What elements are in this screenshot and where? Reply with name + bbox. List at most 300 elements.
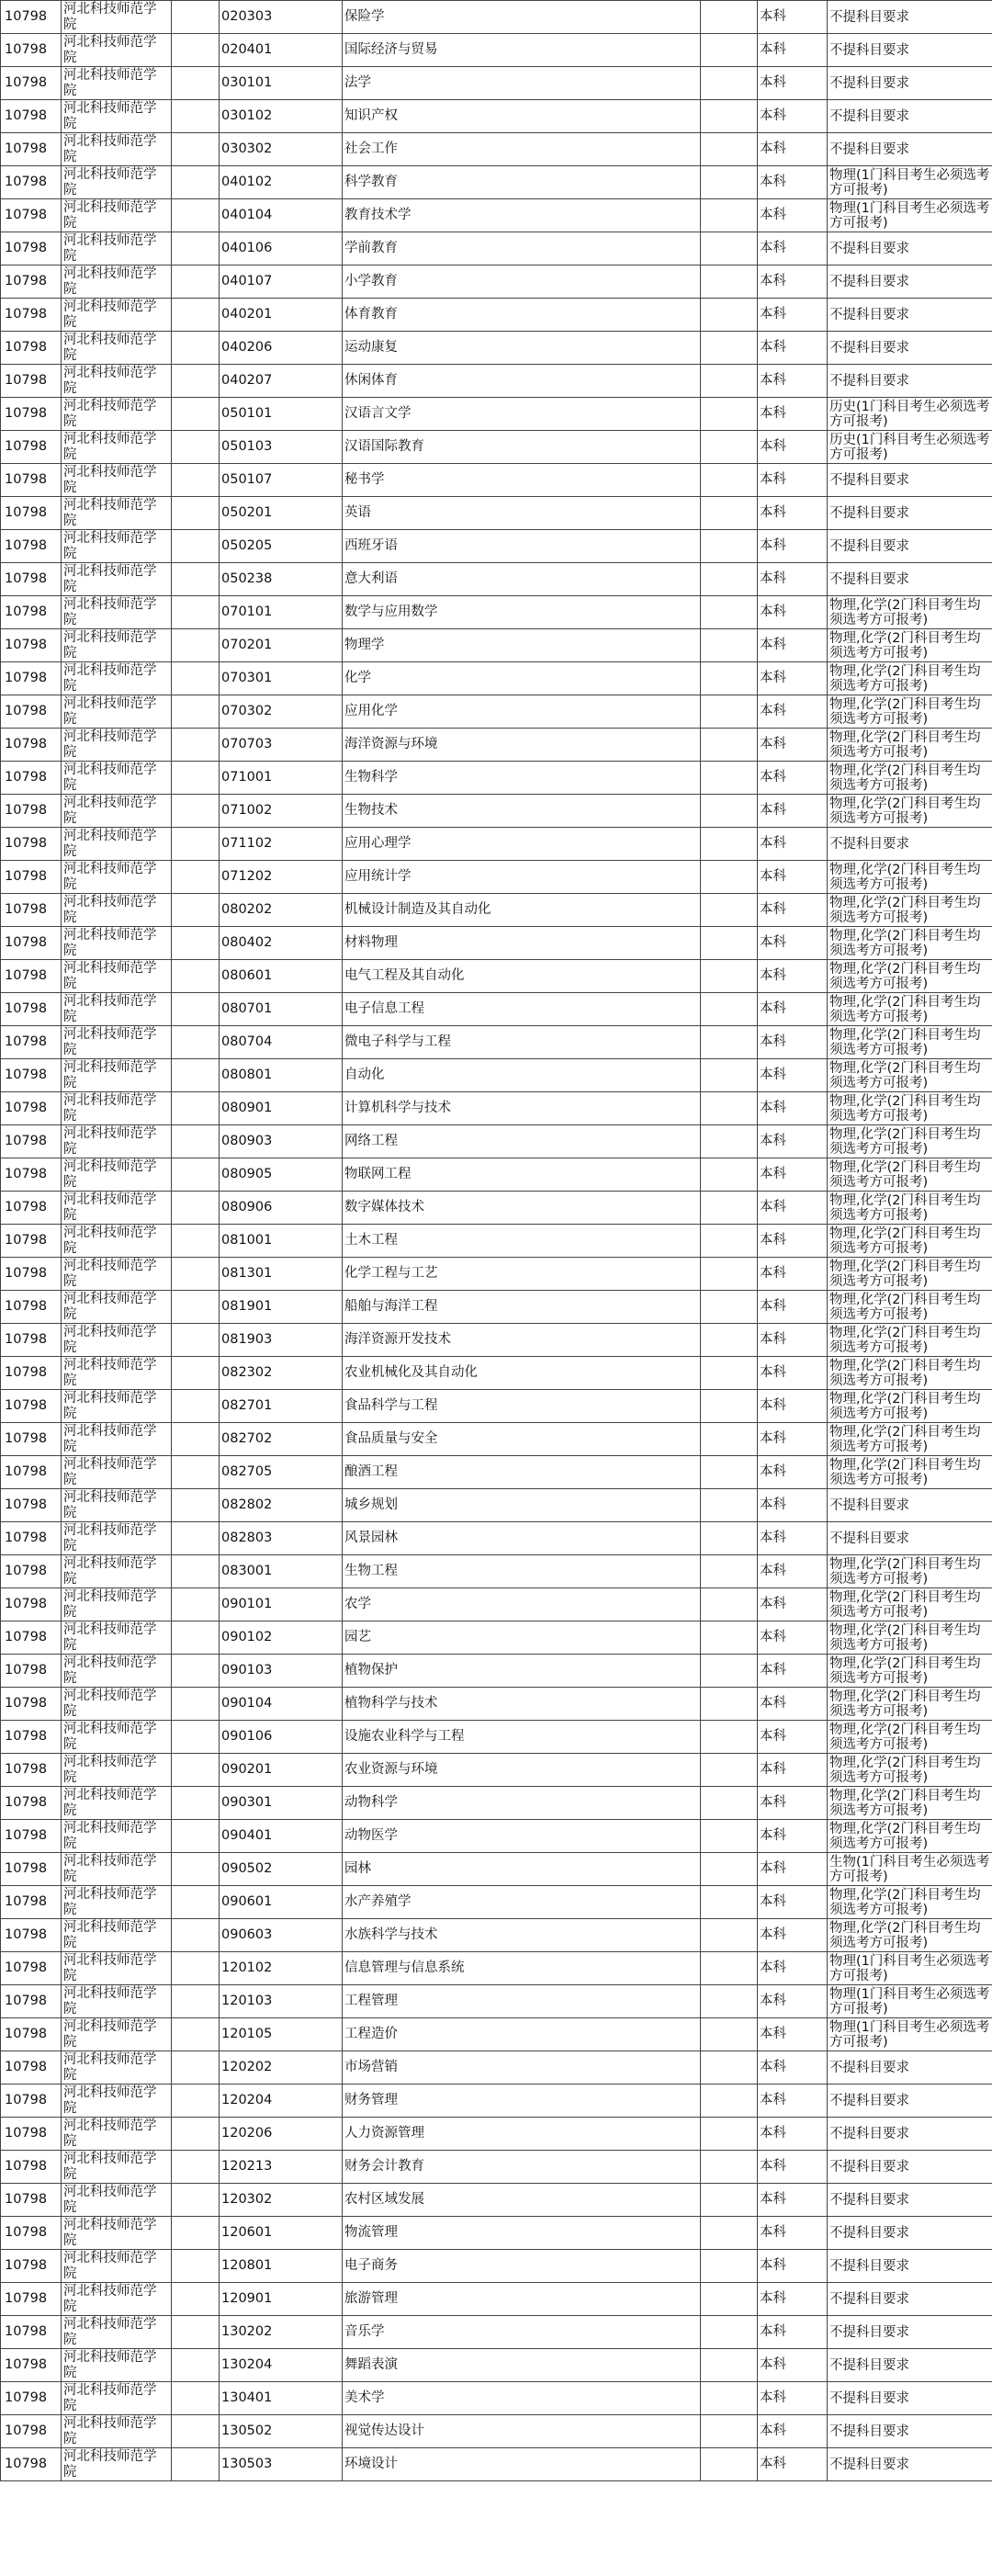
school-name-cell: 河北科技师范学院 [62,762,172,795]
empty-cell [172,2118,220,2151]
requirement-cell: 物理(1门科目考生必须选考方可报考) [828,166,992,199]
school-name-cell: 河北科技师范学院 [62,2118,172,2151]
school-name-cell: 河北科技师范学院 [62,1258,172,1291]
major-name-cell: 应用化学 [343,695,701,729]
requirement-cell: 不提科目要求 [828,2250,992,2283]
major-name-cell: 体育教育 [343,299,701,332]
empty-cell [701,1985,758,2018]
major-name-cell: 微电子科学与工程 [343,1026,701,1059]
school-code-cell: 10798 [1,1688,62,1721]
requirement-cell: 物理,化学(2门科目考生均须选考方可报考) [828,861,992,894]
school-name-cell: 河北科技师范学院 [62,1754,172,1787]
major-code-cell: 082803 [220,1522,343,1555]
empty-cell [172,1688,220,1721]
empty-cell [172,1952,220,1985]
school-code-cell: 10798 [1,993,62,1026]
major-code-cell: 120213 [220,2151,343,2184]
level-cell: 本科 [758,1820,828,1853]
table-row [1,1291,992,1324]
level-cell: 本科 [758,729,828,762]
school-name-cell: 河北科技师范学院 [62,464,172,497]
empty-cell [172,629,220,662]
table-row [1,497,992,530]
empty-cell [701,1390,758,1423]
empty-cell [172,1853,220,1886]
empty-cell [172,398,220,431]
empty-cell [172,266,220,299]
school-code-cell: 10798 [1,67,62,100]
school-code-cell: 10798 [1,1787,62,1820]
school-code-cell: 10798 [1,431,62,464]
major-code-cell: 120801 [220,2250,343,2283]
level-cell: 本科 [758,629,828,662]
empty-cell [172,2349,220,2382]
requirement-cell: 不提科目要求 [828,2283,992,2316]
major-name-cell: 电气工程及其自动化 [343,960,701,993]
empty-cell [701,1357,758,1390]
table-row [1,927,992,960]
school-code-cell: 10798 [1,2250,62,2283]
table-row [1,629,992,662]
table-row [1,530,992,563]
major-code-cell: 090101 [220,1588,343,1621]
requirement-cell: 不提科目要求 [828,2118,992,2151]
table-row [1,332,992,365]
major-name-cell: 工程管理 [343,1985,701,2018]
requirement-cell: 物理,化学(2门科目考生均须选考方可报考) [828,1423,992,1456]
empty-cell [701,464,758,497]
empty-cell [701,530,758,563]
requirement-cell: 物理,化学(2门科目考生均须选考方可报考) [828,795,992,828]
major-name-cell: 生物工程 [343,1555,701,1588]
major-name-cell: 汉语言文学 [343,398,701,431]
school-code-cell: 10798 [1,1952,62,1985]
major-code-cell: 080903 [220,1125,343,1158]
table-row [1,2250,992,2283]
empty-cell [701,1258,758,1291]
major-code-cell: 081903 [220,1324,343,1357]
school-code-cell: 10798 [1,1721,62,1754]
school-name-cell: 河北科技师范学院 [62,1655,172,1688]
school-code-cell: 10798 [1,1026,62,1059]
requirement-cell: 不提科目要求 [828,365,992,398]
empty-cell [172,1092,220,1125]
major-code-cell: 080601 [220,960,343,993]
major-name-cell: 城乡规划 [343,1489,701,1522]
school-code-cell: 10798 [1,1754,62,1787]
level-cell: 本科 [758,1,828,34]
school-name-cell: 河北科技师范学院 [62,1787,172,1820]
empty-cell [172,1655,220,1688]
major-name-cell: 信息管理与信息系统 [343,1952,701,1985]
level-cell: 本科 [758,1688,828,1721]
empty-cell [701,2118,758,2151]
major-code-cell: 082701 [220,1390,343,1423]
major-name-cell: 物联网工程 [343,1158,701,1192]
empty-cell [701,894,758,927]
school-name-cell: 河北科技师范学院 [62,365,172,398]
empty-cell [701,762,758,795]
empty-cell [172,497,220,530]
empty-cell [701,100,758,133]
major-code-cell: 050201 [220,497,343,530]
requirement-cell: 物理,化学(2门科目考生均须选考方可报考) [828,596,992,629]
empty-cell [701,596,758,629]
major-name-cell: 植物保护 [343,1655,701,1688]
school-code-cell: 10798 [1,2316,62,2349]
major-name-cell: 船舶与海洋工程 [343,1291,701,1324]
school-name-cell: 河北科技师范学院 [62,266,172,299]
major-code-cell: 080402 [220,927,343,960]
empty-cell [172,729,220,762]
empty-cell [701,133,758,166]
requirement-cell: 物理(1门科目考生必须选考方可报考) [828,1952,992,1985]
level-cell: 本科 [758,828,828,861]
school-name-cell: 河北科技师范学院 [62,993,172,1026]
major-code-cell: 040104 [220,199,343,232]
table-row [1,960,992,993]
empty-cell [701,1125,758,1158]
major-code-cell: 130503 [220,2448,343,2481]
requirement-cell: 不提科目要求 [828,266,992,299]
major-code-cell: 090102 [220,1621,343,1655]
empty-cell [172,795,220,828]
school-name-cell: 河北科技师范学院 [62,1390,172,1423]
major-code-cell: 071202 [220,861,343,894]
table-row [1,1489,992,1522]
major-name-cell: 电子商务 [343,2250,701,2283]
school-name-cell: 河北科技师范学院 [62,1588,172,1621]
school-name-cell: 河北科技师范学院 [62,166,172,199]
school-name-cell: 河北科技师范学院 [62,1555,172,1588]
level-cell: 本科 [758,530,828,563]
school-code-cell: 10798 [1,894,62,927]
school-code-cell: 10798 [1,2151,62,2184]
empty-cell [701,2316,758,2349]
level-cell: 本科 [758,497,828,530]
major-code-cell: 080906 [220,1192,343,1225]
empty-cell [701,1588,758,1621]
empty-cell [701,34,758,67]
level-cell: 本科 [758,1754,828,1787]
table-row [1,100,992,133]
table-row [1,1390,992,1423]
school-code-cell: 10798 [1,1555,62,1588]
requirement-cell: 物理(1门科目考生必须选考方可报考) [828,199,992,232]
table-row [1,1258,992,1291]
major-name-cell: 教育技术学 [343,199,701,232]
table-row [1,729,992,762]
level-cell: 本科 [758,100,828,133]
empty-cell [172,332,220,365]
empty-cell [701,497,758,530]
school-code-cell: 10798 [1,232,62,266]
school-code-cell: 10798 [1,1853,62,1886]
table-row [1,662,992,695]
major-code-cell: 090104 [220,1688,343,1721]
school-code-cell: 10798 [1,2448,62,2481]
empty-cell [172,2051,220,2085]
table-row [1,695,992,729]
major-name-cell: 计算机科学与技术 [343,1092,701,1125]
level-cell: 本科 [758,299,828,332]
empty-cell [701,2283,758,2316]
major-name-cell: 环境设计 [343,2448,701,2481]
school-code-cell: 10798 [1,596,62,629]
school-name-cell: 河北科技师范学院 [62,232,172,266]
empty-cell [701,1059,758,1092]
empty-cell [172,828,220,861]
school-name-cell: 河北科技师范学院 [62,1853,172,1886]
school-code-cell: 10798 [1,2118,62,2151]
major-name-cell: 农业资源与环境 [343,1754,701,1787]
school-name-cell: 河北科技师范学院 [62,1026,172,1059]
school-code-cell: 10798 [1,960,62,993]
empty-cell [701,662,758,695]
major-name-cell: 植物科学与技术 [343,1688,701,1721]
major-code-cell: 070201 [220,629,343,662]
school-name-cell: 河北科技师范学院 [62,2349,172,2382]
major-code-cell: 080701 [220,993,343,1026]
requirement-cell: 不提科目要求 [828,133,992,166]
major-code-cell: 090502 [220,1853,343,1886]
major-code-cell: 090201 [220,1754,343,1787]
empty-cell [701,2448,758,2481]
school-code-cell: 10798 [1,1522,62,1555]
requirement-cell: 不提科目要求 [828,67,992,100]
level-cell: 本科 [758,2382,828,2415]
school-name-cell: 河北科技师范学院 [62,828,172,861]
requirement-cell: 不提科目要求 [828,464,992,497]
level-cell: 本科 [758,1357,828,1390]
requirement-cell: 不提科目要求 [828,828,992,861]
requirement-cell: 不提科目要求 [828,2382,992,2415]
school-name-cell: 河北科技师范学院 [62,861,172,894]
school-name-cell: 河北科技师范学院 [62,2250,172,2283]
school-code-cell: 10798 [1,530,62,563]
level-cell: 本科 [758,795,828,828]
requirement-cell: 不提科目要求 [828,1,992,34]
empty-cell [701,1522,758,1555]
level-cell: 本科 [758,2448,828,2481]
empty-cell [172,1489,220,1522]
requirement-cell: 物理,化学(2门科目考生均须选考方可报考) [828,1886,992,1919]
table-row [1,431,992,464]
empty-cell [172,1324,220,1357]
empty-cell [172,34,220,67]
table-row [1,596,992,629]
table-row [1,1,992,34]
empty-cell [701,1721,758,1754]
table-row [1,2217,992,2250]
level-cell: 本科 [758,1489,828,1522]
major-code-cell: 082302 [220,1357,343,1390]
requirement-cell: 物理,化学(2门科目考生均须选考方可报考) [828,1158,992,1192]
level-cell: 本科 [758,2051,828,2085]
table-row [1,266,992,299]
table-row [1,2415,992,2448]
empty-cell [701,2085,758,2118]
table-row [1,1423,992,1456]
empty-cell [172,1026,220,1059]
level-cell: 本科 [758,1291,828,1324]
major-code-cell: 120202 [220,2051,343,2085]
major-name-cell: 西班牙语 [343,530,701,563]
school-name-cell: 河北科技师范学院 [62,960,172,993]
empty-cell [172,1919,220,1952]
requirement-cell: 物理,化学(2门科目考生均须选考方可报考) [828,1092,992,1125]
major-name-cell: 应用统计学 [343,861,701,894]
school-name-cell: 河北科技师范学院 [62,1489,172,1522]
school-name-cell: 河北科技师范学院 [62,1357,172,1390]
level-cell: 本科 [758,2151,828,2184]
major-name-cell: 保险学 [343,1,701,34]
school-name-cell: 河北科技师范学院 [62,398,172,431]
table-row [1,1357,992,1390]
table-row [1,365,992,398]
level-cell: 本科 [758,2415,828,2448]
level-cell: 本科 [758,431,828,464]
empty-cell [172,2250,220,2283]
level-cell: 本科 [758,1621,828,1655]
school-name-cell: 河北科技师范学院 [62,2283,172,2316]
level-cell: 本科 [758,2085,828,2118]
school-code-cell: 10798 [1,927,62,960]
school-code-cell: 10798 [1,1588,62,1621]
table-row [1,1853,992,1886]
major-name-cell: 物流管理 [343,2217,701,2250]
requirement-cell: 物理(1门科目考生必须选考方可报考) [828,1985,992,2018]
table-row [1,1655,992,1688]
major-name-cell: 园林 [343,1853,701,1886]
school-code-cell: 10798 [1,2085,62,2118]
school-name-cell: 河北科技师范学院 [62,431,172,464]
requirement-cell: 物理,化学(2门科目考生均须选考方可报考) [828,960,992,993]
table-row [1,795,992,828]
school-name-cell: 河北科技师范学院 [62,2382,172,2415]
empty-cell [701,2051,758,2085]
requirement-cell: 物理,化学(2门科目考生均须选考方可报考) [828,1919,992,1952]
major-name-cell: 秘书学 [343,464,701,497]
empty-cell [701,2151,758,2184]
school-name-cell: 河北科技师范学院 [62,1,172,34]
level-cell: 本科 [758,861,828,894]
major-code-cell: 040107 [220,266,343,299]
table-row [1,1225,992,1258]
level-cell: 本科 [758,1655,828,1688]
school-code-cell: 10798 [1,398,62,431]
empty-cell [172,993,220,1026]
empty-cell [172,1754,220,1787]
requirement-cell: 物理,化学(2门科目考生均须选考方可报考) [828,927,992,960]
empty-cell [701,1092,758,1125]
school-code-cell: 10798 [1,1390,62,1423]
school-name-cell: 河北科技师范学院 [62,629,172,662]
major-name-cell: 运动康复 [343,332,701,365]
empty-cell [172,1721,220,1754]
level-cell: 本科 [758,960,828,993]
table-row [1,1125,992,1158]
requirement-cell: 物理,化学(2门科目考生均须选考方可报考) [828,1787,992,1820]
school-name-cell: 河北科技师范学院 [62,596,172,629]
major-code-cell: 080801 [220,1059,343,1092]
requirement-cell: 不提科目要求 [828,1522,992,1555]
school-code-cell: 10798 [1,1621,62,1655]
table-row [1,2448,992,2481]
level-cell: 本科 [758,2250,828,2283]
empty-cell [172,1,220,34]
level-cell: 本科 [758,2349,828,2382]
level-cell: 本科 [758,133,828,166]
table-row [1,1820,992,1853]
school-code-cell: 10798 [1,497,62,530]
empty-cell [701,1158,758,1192]
requirement-cell: 不提科目要求 [828,2415,992,2448]
level-cell: 本科 [758,398,828,431]
empty-cell [172,1059,220,1092]
level-cell: 本科 [758,1324,828,1357]
major-code-cell: 071002 [220,795,343,828]
level-cell: 本科 [758,2217,828,2250]
school-name-cell: 河北科技师范学院 [62,1952,172,1985]
major-code-cell: 083001 [220,1555,343,1588]
empty-cell [172,1522,220,1555]
level-cell: 本科 [758,2118,828,2151]
major-name-cell: 科学教育 [343,166,701,199]
level-cell: 本科 [758,332,828,365]
school-code-cell: 10798 [1,629,62,662]
school-code-cell: 10798 [1,1,62,34]
table-row [1,2018,992,2051]
level-cell: 本科 [758,1853,828,1886]
empty-cell [172,199,220,232]
empty-cell [701,1192,758,1225]
school-code-cell: 10798 [1,2349,62,2382]
major-code-cell: 081301 [220,1258,343,1291]
empty-cell [172,1192,220,1225]
requirement-cell: 物理,化学(2门科目考生均须选考方可报考) [828,629,992,662]
table-row [1,861,992,894]
table-row [1,2283,992,2316]
level-cell: 本科 [758,266,828,299]
empty-cell [701,563,758,596]
empty-cell [701,1952,758,1985]
empty-cell [701,1026,758,1059]
requirement-cell: 不提科目要求 [828,563,992,596]
empty-cell [172,67,220,100]
school-name-cell: 河北科技师范学院 [62,199,172,232]
school-code-cell: 10798 [1,2415,62,2448]
empty-cell [172,861,220,894]
major-code-cell: 090301 [220,1787,343,1820]
empty-cell [701,695,758,729]
school-code-cell: 10798 [1,1423,62,1456]
requirement-cell: 历史(1门科目考生必须选考方可报考) [828,431,992,464]
school-name-cell: 河北科技师范学院 [62,497,172,530]
empty-cell [701,2349,758,2382]
empty-cell [172,1291,220,1324]
school-code-cell: 10798 [1,199,62,232]
table-row [1,1555,992,1588]
school-code-cell: 10798 [1,34,62,67]
school-name-cell: 河北科技师范学院 [62,2316,172,2349]
requirement-cell: 历史(1门科目考生必须选考方可报考) [828,398,992,431]
level-cell: 本科 [758,1423,828,1456]
major-name-cell: 国际经济与贸易 [343,34,701,67]
major-name-cell: 汉语国际教育 [343,431,701,464]
empty-cell [172,1258,220,1291]
school-code-cell: 10798 [1,563,62,596]
